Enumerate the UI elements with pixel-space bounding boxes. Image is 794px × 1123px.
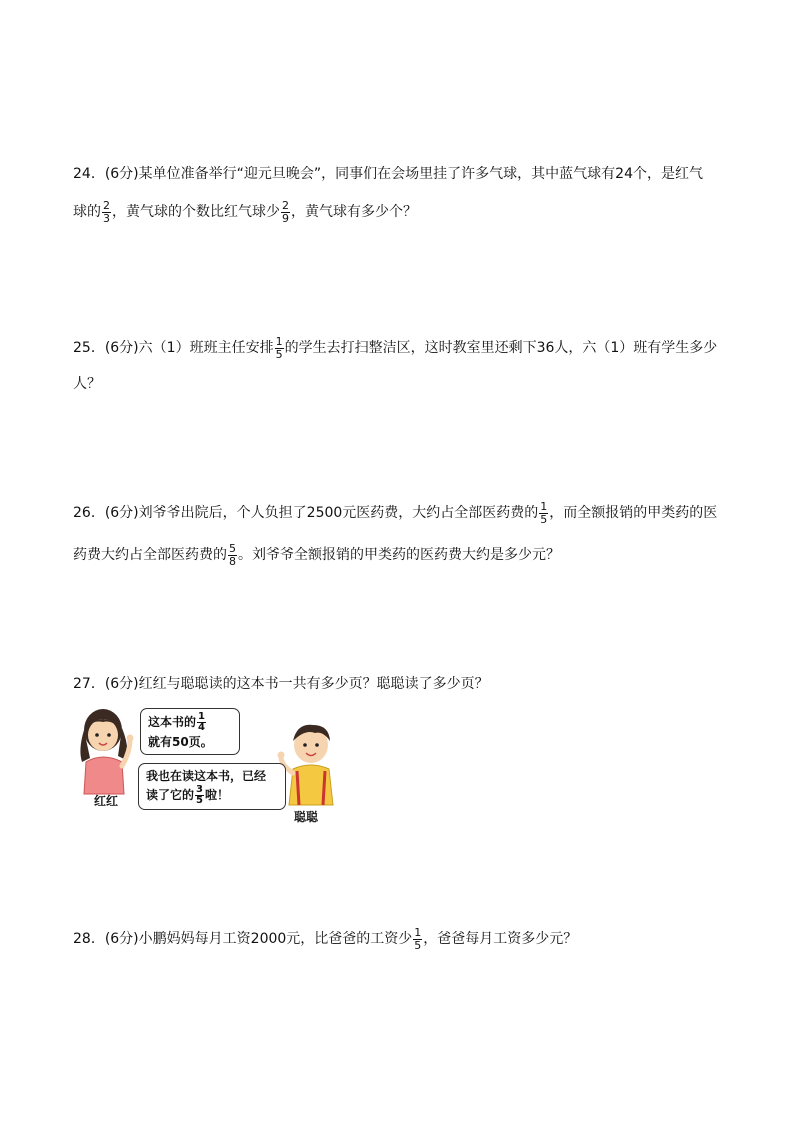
question-27	[73, 668, 723, 702]
fraction	[413, 927, 422, 952]
fraction-numerator: 1	[275, 334, 283, 348]
fraction-numerator: 3	[196, 784, 203, 795]
girl-figure	[70, 700, 140, 795]
question-number: 24．(6分)	[73, 166, 139, 182]
name-label-girl: 红红	[94, 794, 119, 808]
question-28-line-1	[73, 923, 723, 957]
question-25	[73, 332, 723, 402]
question-24-line-2	[73, 196, 723, 230]
question-25-line-2: 人？	[73, 376, 101, 392]
question-text: 红红与聪聪读的这本书一共有多少页？聪聪读了多少页？	[138, 676, 489, 692]
fraction-denominator: 5	[275, 347, 283, 361]
fraction-denominator: 5	[540, 512, 548, 526]
fraction	[281, 200, 290, 225]
bubble-text: 就有50页。	[148, 735, 213, 749]
question-text: 球的	[73, 204, 101, 220]
question-number: 27．(6分)	[73, 676, 139, 692]
question-number: 26．(6分)	[73, 505, 139, 521]
name-label-boy: 聪聪	[294, 810, 319, 824]
fraction	[195, 785, 204, 806]
question-26-line-1	[73, 497, 723, 531]
bubble-text: 啦！	[204, 788, 229, 802]
fraction-numerator: 1	[540, 499, 548, 513]
fraction-numerator: 5	[229, 541, 236, 555]
fraction-denominator: 5	[196, 795, 203, 806]
bubble-text: 这本书的	[148, 715, 197, 729]
fraction-numerator: 1	[198, 711, 205, 722]
fraction-denominator: 5	[414, 938, 422, 952]
bubble-text: 我也在读这本书，已经	[146, 769, 267, 783]
fraction-numerator: 2	[282, 198, 289, 212]
question-24-line-1	[73, 158, 723, 192]
question-25-line-1	[73, 332, 723, 366]
fraction	[102, 200, 111, 225]
question-text: 某单位准备举行“迎元旦晚会”，同事们在会场里挂了许多气球，其中蓝气球有24个，是红气	[138, 166, 703, 182]
question-text: 药费大约占全部医药费的	[73, 547, 227, 563]
bubble-text: 读了它的	[146, 788, 195, 802]
fraction	[228, 543, 237, 568]
question-24	[73, 158, 723, 230]
question-26	[73, 497, 723, 573]
question-text: ，爸爸每月工资多少元？	[423, 931, 578, 947]
fraction-denominator: 3	[103, 211, 110, 225]
question-28	[73, 923, 723, 957]
fraction-numerator: 2	[103, 198, 110, 212]
question-26-line-2	[73, 539, 723, 573]
question-text: 小鹏妈妈每月工资2000元，比爸爸的工资少	[138, 931, 413, 947]
question-text: 刘爷爷出院后，个人负担了2500元医药费，大约占全部医药费的	[138, 505, 539, 521]
question-number: 28．(6分)	[73, 931, 139, 947]
question-text: ，而全额报销的甲类药的医	[549, 505, 718, 521]
fraction	[539, 501, 548, 526]
question-27-illustration	[70, 700, 370, 825]
question-text: ，黄气球有多少个？	[291, 204, 417, 220]
fraction-denominator: 9	[282, 211, 289, 225]
fraction-denominator: 8	[229, 554, 236, 568]
question-text: 六（1）班班主任安排	[138, 340, 274, 356]
question-27-line-1	[73, 668, 723, 702]
speech-bubble-boy	[138, 763, 286, 810]
question-text: ，黄气球的个数比红气球少	[112, 204, 280, 220]
fraction	[197, 712, 206, 733]
question-text: 。刘爷爷全额报销的甲类药的医药费大约是多少元？	[238, 547, 560, 563]
speech-bubble-girl	[140, 708, 240, 755]
question-text: 的学生去打扫整洁区，这时教室里还剩下36人，六（1）班有学生多少	[284, 340, 718, 356]
question-number: 25．(6分)	[73, 340, 139, 356]
fraction-denominator: 4	[198, 722, 205, 733]
fraction-numerator: 1	[414, 925, 422, 939]
fraction	[275, 336, 284, 361]
